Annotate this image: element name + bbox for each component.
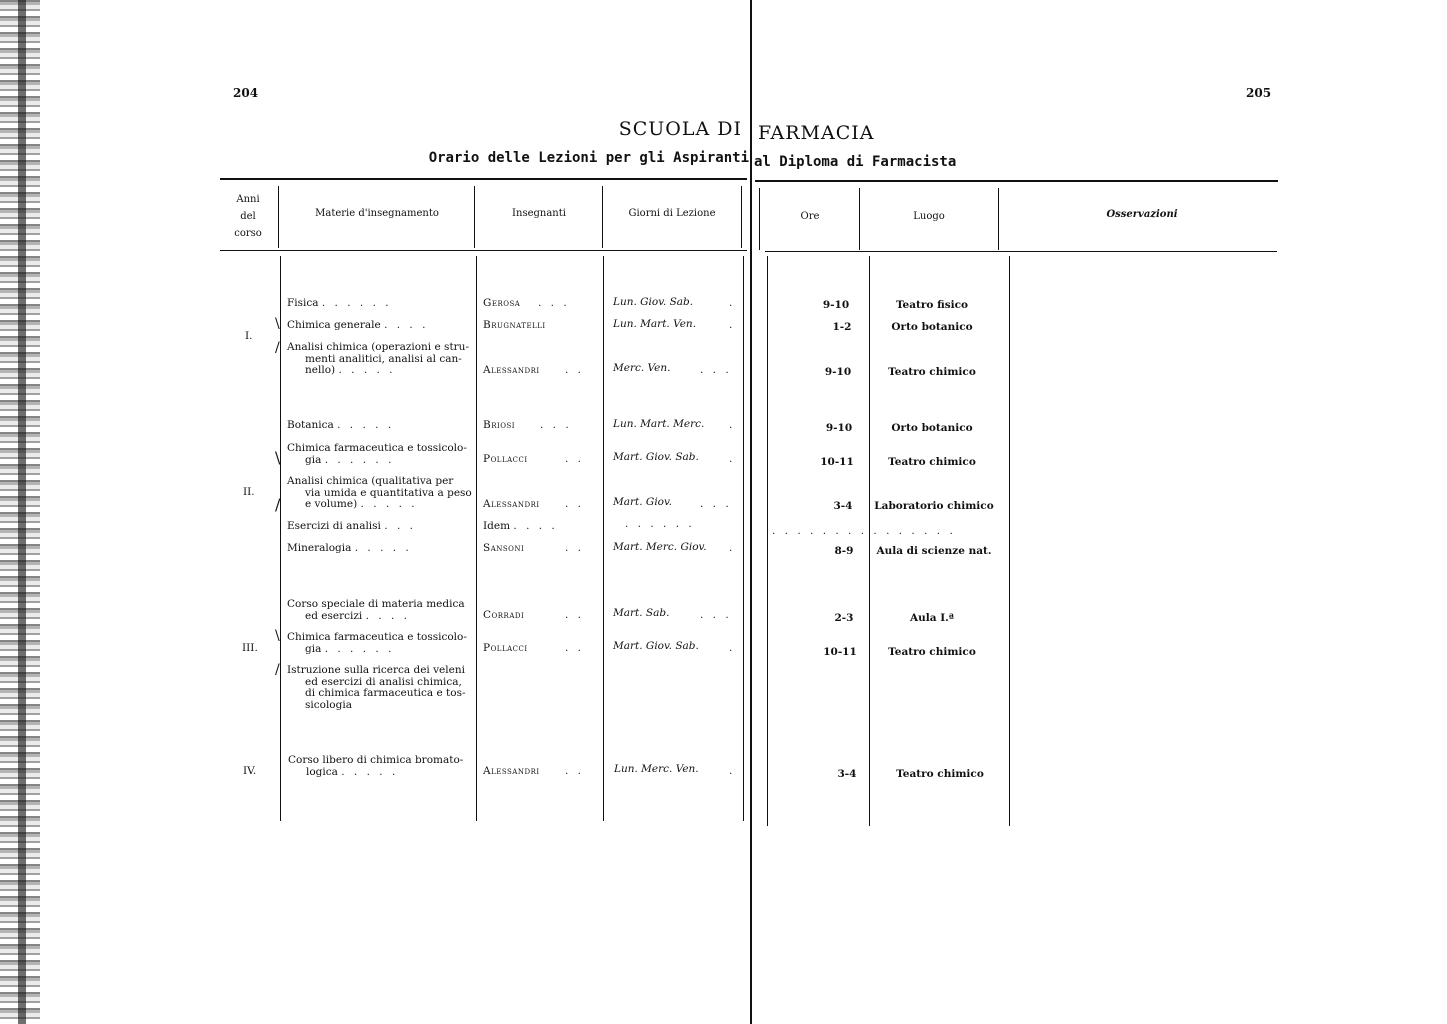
brace-mark: \ (275, 628, 280, 644)
table-row-luogo: Teatro chimico (888, 366, 976, 378)
header-ore: Ore (800, 211, 820, 222)
col-rule-header (278, 186, 279, 248)
col-rule-body (767, 256, 768, 826)
table-row-ore-empty: . . . . . . . . . . . . . . . (772, 525, 956, 537)
table-row-materia: Analisi chimica (qualitativa per via umida e quantitativa a peso e volume) . . . . . (287, 475, 472, 510)
table-row-giorni: Mart. Merc. Giov. (613, 541, 707, 553)
table-row-insegnante: Alessandri (483, 364, 540, 376)
leader-dots: . (729, 319, 736, 331)
leader-dots: . (729, 765, 736, 777)
table-row-insegnante: Brugnatelli (483, 319, 546, 331)
table-row-luogo: Orto botanico (891, 422, 973, 434)
table-row-materia: Corso speciale di materia medica ed esercizi . . . . (287, 598, 465, 622)
page-number-right: 205 (1246, 86, 1272, 100)
table-row-insegnante: Briosi (483, 419, 516, 431)
brace-mark: / (275, 662, 280, 678)
table-row-ore: 1-2 (832, 321, 852, 333)
year-label: III. (242, 642, 258, 654)
table-row-giorni: Lun. Giov. Sab. (613, 296, 694, 308)
table-top-rule-right (755, 180, 1278, 182)
table-row-materia: Mineralogia . . . . . (287, 542, 412, 554)
table-row-luogo: Teatro chimico (896, 768, 984, 780)
leader-dots: . (729, 542, 736, 554)
table-row-materia: Istruzione sulla ricerca dei veleni ed esercizi di analisi chimica, di chimica farmaceutica e tos- sicologia (287, 664, 466, 711)
brace-mark: / (275, 495, 281, 514)
header-rule-right (765, 251, 1277, 252)
table-row-giorni: Lun. Mart. Ven. (613, 318, 697, 330)
table-row-luogo: Teatro chimico (888, 456, 976, 468)
title-left: SCUOLA DI (618, 118, 742, 140)
leader-dots: . (729, 297, 736, 309)
table-row-giorni: Lun. Mart. Merc. (613, 418, 705, 430)
table-row-giorni: Lun. Merc. Ven. (614, 763, 699, 775)
leader-dots: . . (565, 364, 585, 376)
brace-mark: / (275, 340, 280, 356)
leader-dots: . . (565, 498, 585, 510)
page-gutter (750, 0, 752, 1024)
col-rule-header (998, 188, 999, 250)
leader-dots: . . (565, 765, 585, 777)
table-row-materia: Chimica farmaceutica e tossicolo- gia . . . . . . (287, 631, 467, 655)
table-row-giorni-empty: . . . . . . (625, 518, 695, 530)
page-number-left: 204 (233, 86, 259, 100)
table-row-luogo: Aula di scienze nat. (876, 545, 992, 557)
header-anni-line: del (240, 211, 256, 222)
header-anni-line: corso (234, 228, 262, 239)
leader-dots: . . (565, 542, 585, 554)
table-row-insegnante: Pollacci (483, 453, 528, 465)
col-rule-header (741, 186, 742, 248)
header-anni-line: Anni (236, 194, 260, 205)
year-label: IV. (243, 765, 257, 777)
table-row-insegnante: Pollacci (483, 642, 528, 654)
leader-dots: . . (565, 642, 585, 654)
table-row-materia: Fisica . . . . . . (287, 297, 392, 309)
table-row-materia: Esercizi di analisi . . . (287, 520, 416, 532)
table-row-insegnante: Alessandri (483, 765, 540, 777)
col-rule-header (602, 186, 603, 248)
table-row-materia: Corso libero di chimica bromato- logica . . . . . (288, 754, 464, 778)
table-row-ore: 3-4 (833, 500, 853, 512)
leader-dots: . . . (538, 297, 570, 309)
table-row-ore: 9-10 (825, 422, 853, 434)
leader-dots: . . (565, 609, 585, 621)
brace-mark: \ (275, 448, 281, 467)
header-insegnanti: Insegnanti (512, 208, 566, 219)
col-rule-body (869, 256, 870, 826)
subtitle-left: Orario delle Lezioni per gli Aspiranti (428, 150, 749, 166)
col-rule-body (280, 256, 281, 821)
table-row-giorni: Merc. Ven. (613, 362, 671, 374)
table-row-luogo: Teatro chimico (888, 646, 976, 658)
leader-dots: . . . (700, 364, 732, 376)
table-row-insegnante: Gerosa (483, 297, 521, 309)
table-row-materia: Analisi chimica (operazioni e stru- menti analitici, analisi al can- nello) . . . . . (287, 341, 469, 376)
table-row-luogo: Aula I.ª (910, 612, 954, 624)
table-row-insegnante: Corradi (483, 609, 525, 621)
title-right: FARMACIA (758, 122, 875, 144)
header-anni (222, 191, 274, 242)
table-row-materia: Chimica generale . . . . (287, 319, 429, 331)
table-row-insegnante: Idem . . . . (483, 520, 558, 532)
year-label: II. (243, 486, 255, 498)
table-row-giorni: Mart. Sab. (613, 607, 670, 619)
table-top-rule-left (220, 178, 747, 180)
table-row-ore: 8-9 (834, 545, 854, 557)
col-rule-body (603, 256, 604, 821)
leader-dots: . . . (700, 609, 732, 621)
table-row-ore: 9-10 (822, 299, 850, 311)
brace-mark: \ (275, 316, 280, 332)
header-materie: Materie d'insegnamento (315, 208, 439, 219)
leader-dots: . (729, 642, 736, 654)
leader-dots: . (729, 453, 736, 465)
leader-dots: . . (565, 453, 585, 465)
header-osservazioni: Osservazioni (1106, 209, 1178, 220)
header-giorni: Giorni di Lezione (628, 208, 716, 219)
col-rule-header (474, 186, 475, 248)
table-row-ore: 10-11 (820, 456, 854, 468)
table-row-ore: 9-10 (824, 366, 852, 378)
table-row-materia: Botanica . . . . . (287, 419, 395, 431)
table-row-giorni: Mart. Giov. (613, 496, 673, 508)
col-rule-header (859, 188, 860, 250)
table-row-ore: 2-3 (834, 612, 854, 624)
header-luogo: Luogo (913, 211, 945, 222)
table-row-giorni: Mart. Giov. Sab. (613, 640, 699, 652)
col-rule-body (1009, 256, 1010, 826)
leader-dots: . (729, 419, 736, 431)
table-row-ore: 10-11 (823, 646, 857, 658)
header-rule-left (220, 250, 747, 251)
leader-dots: . . . (540, 419, 572, 431)
subtitle-right: al Diploma di Farmacista (754, 154, 957, 170)
scan-binding-shadow (18, 0, 26, 1024)
table-row-insegnante: Sansoni (483, 542, 525, 554)
col-rule-body (476, 256, 477, 821)
table-row-insegnante: Alessandri (483, 498, 540, 510)
col-rule-body (743, 256, 744, 821)
year-label: I. (245, 330, 253, 342)
table-row-ore: 3-4 (837, 768, 857, 780)
table-row-luogo: Orto botanico (891, 321, 973, 333)
table-row-luogo: Teatro fisico (895, 299, 969, 311)
table-row-luogo: Laboratorio chimico (874, 500, 994, 512)
table-row-materia: Chimica farmaceutica e tossicolo- gia . . . . . . (287, 442, 467, 466)
col-rule-header (759, 188, 760, 250)
table-row-giorni: Mart. Giov. Sab. (613, 451, 699, 463)
leader-dots: . . . (700, 498, 732, 510)
